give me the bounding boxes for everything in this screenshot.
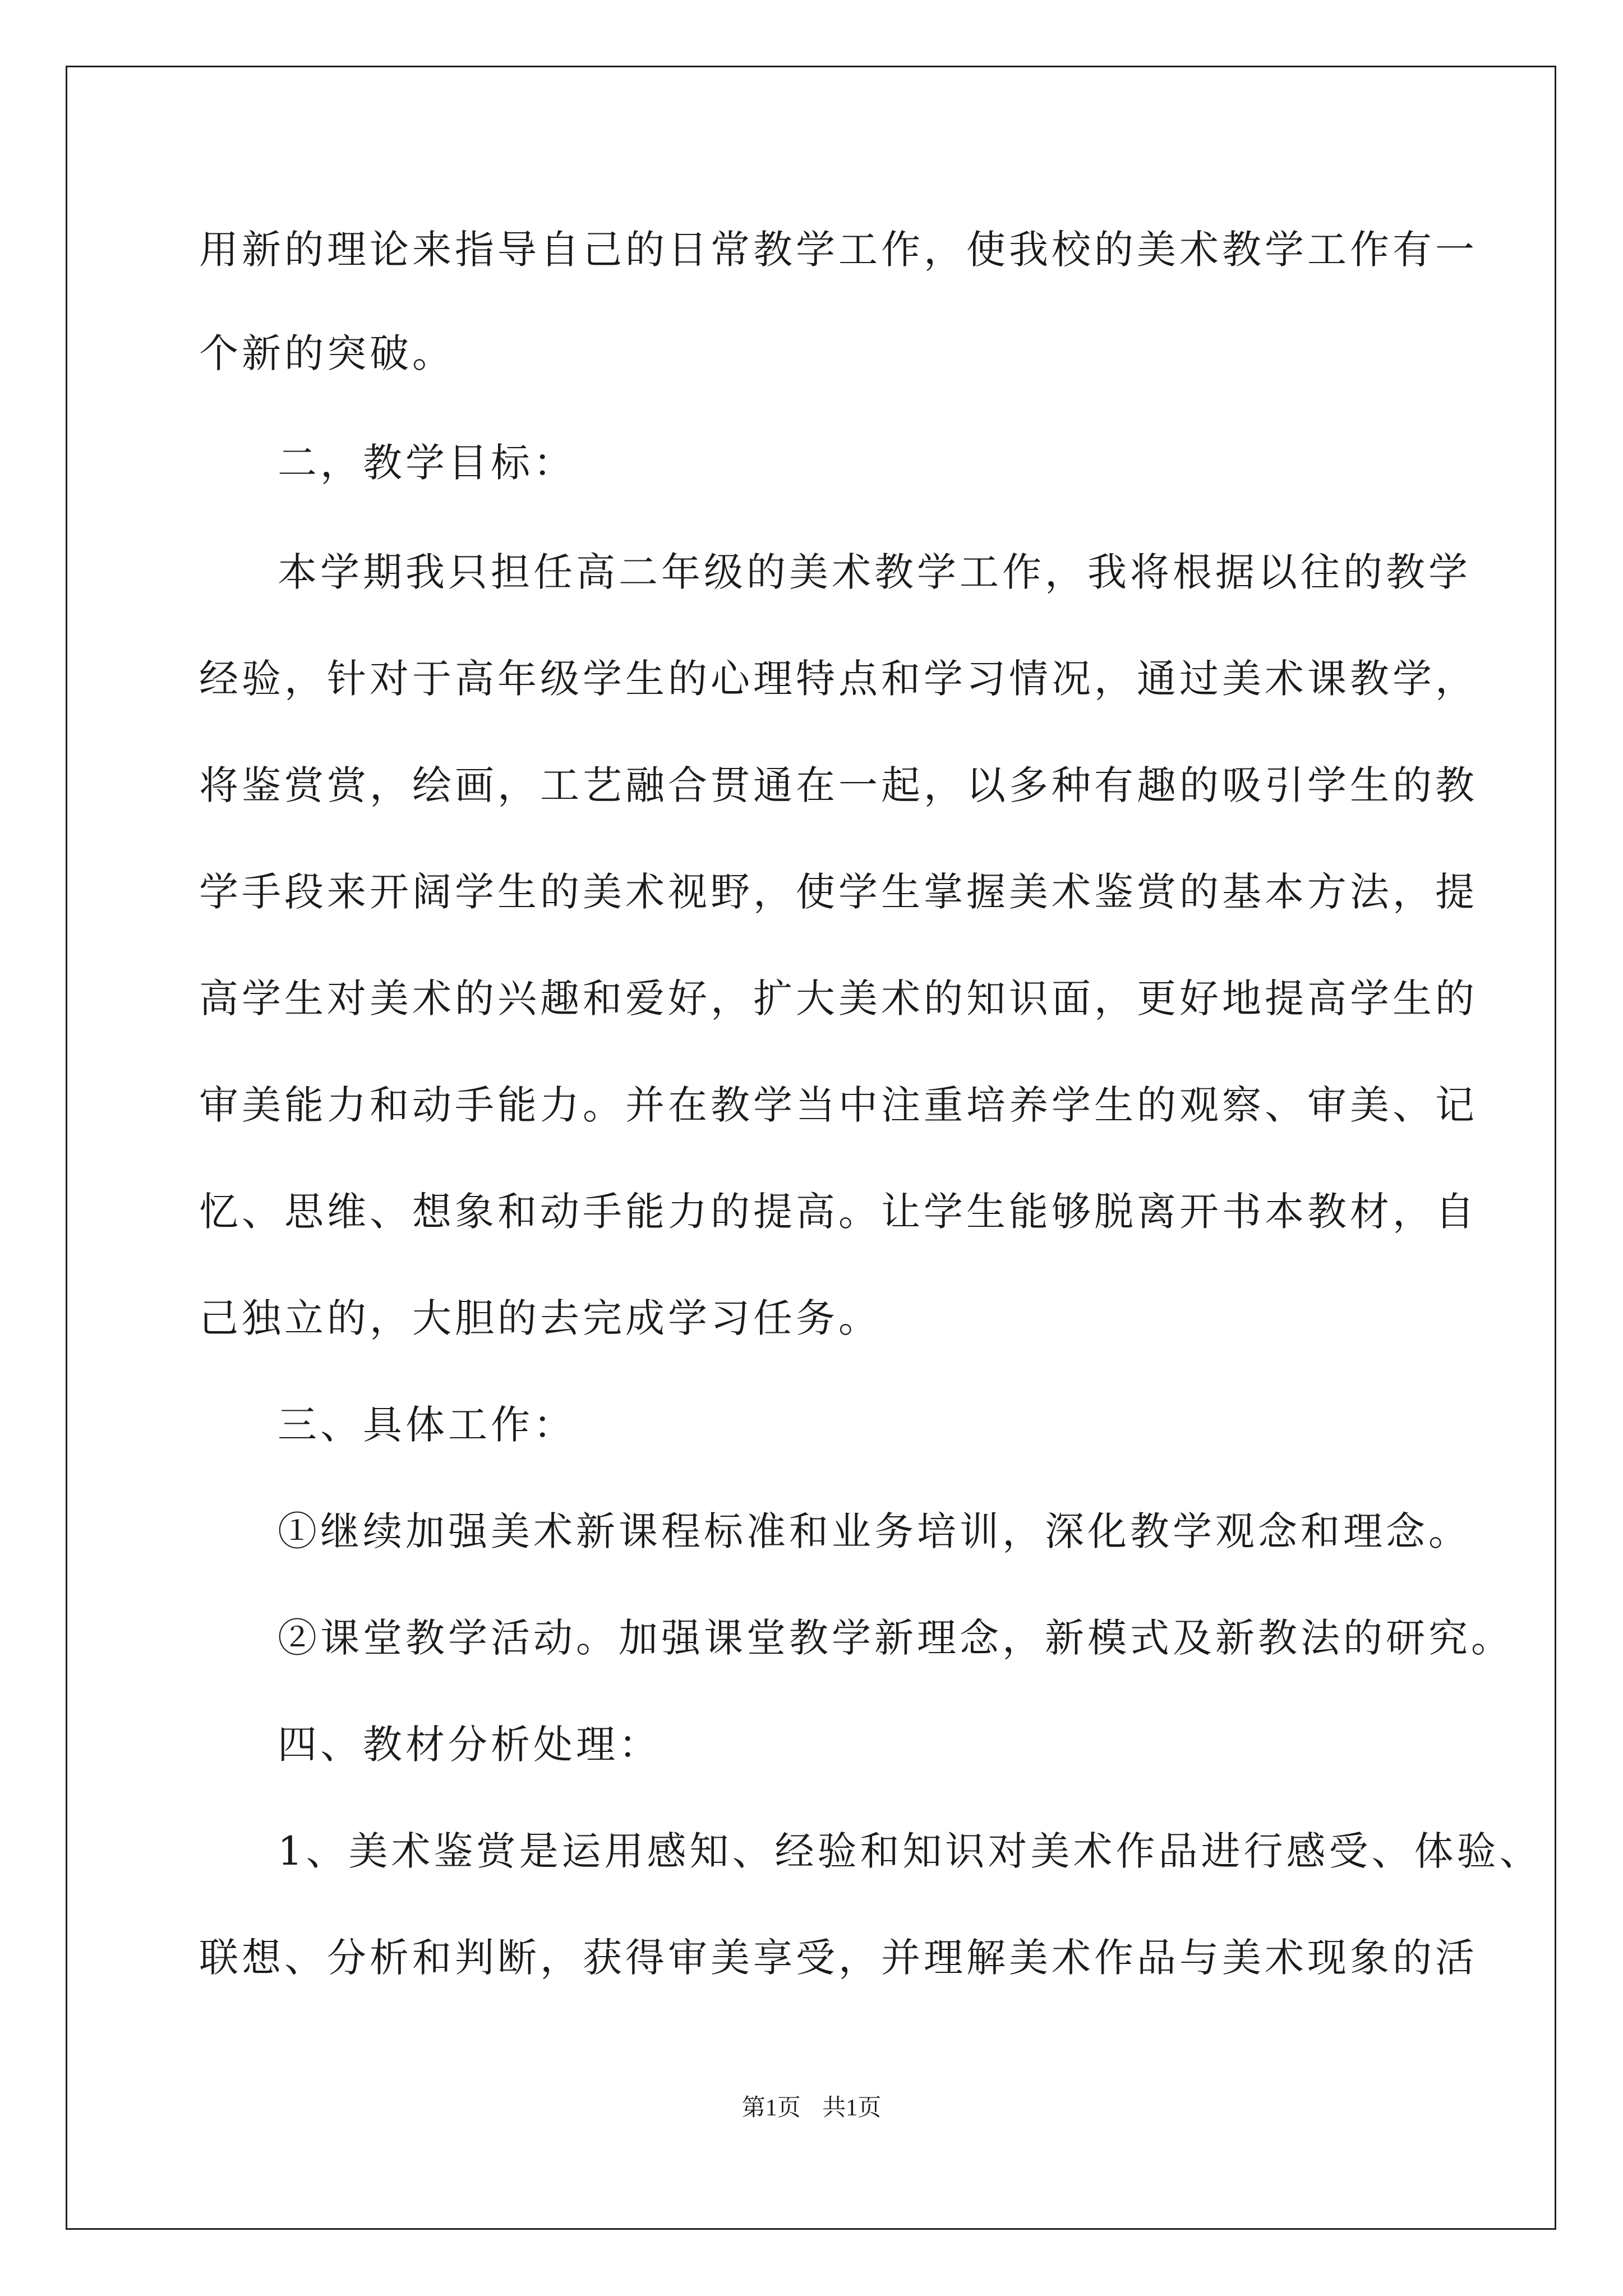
page-number: 第1页 — [741, 2095, 801, 2121]
text-line: 学手段来开阔学生的美术视野，使学生掌握美术鉴赏的基本方法，提 — [199, 869, 1478, 915]
list-item: ②课堂教学活动。加强课堂教学新理念，新模式及新教法的研究。 — [278, 1615, 1514, 1661]
text-line: 审美能力和动手能力。并在教学当中注重培养学生的观察、审美、记 — [199, 1082, 1478, 1128]
text-line: 高学生对美术的兴趣和爱好，扩大美术的知识面，更好地提高学生的 — [199, 976, 1478, 1022]
section-heading: 四、教材分析处理： — [278, 1722, 661, 1768]
text-line: 忆、思维、想象和动手能力的提高。让学生能够脱离开书本教材，自 — [199, 1189, 1478, 1235]
text-line: 联想、分析和判断，获得审美享受，并理解美术作品与美术现象的活 — [199, 1935, 1478, 1981]
text-line: 1、美术鉴赏是运用感知、经验和知识对美术作品进行感受、体验、 — [278, 1828, 1542, 1874]
text-line: 己独立的，大胆的去完成学习任务。 — [199, 1295, 881, 1341]
section-heading: 三、具体工作： — [278, 1402, 576, 1448]
text-line: 用新的理论来指导自己的日常教学工作，使我校的美术教学工作有一 — [199, 227, 1478, 273]
page-total: 共1页 — [822, 2095, 882, 2121]
page-border — [66, 66, 1556, 2230]
section-heading: 二，教学目标： — [278, 440, 576, 486]
page-footer — [0, 2091, 1623, 2125]
list-item: ①继续加强美术新课程标准和业务培训，深化教学观念和理念。 — [278, 1508, 1471, 1554]
text-line: 将鉴赏赏，绘画，工艺融合贯通在一起，以多种有趣的吸引学生的教 — [199, 762, 1478, 808]
text-line: 本学期我只担任高二年级的美术教学工作，我将根据以往的教学 — [278, 549, 1471, 595]
text-line: 经验，针对于高年级学生的心理特点和学习情况，通过美术课教学， — [199, 656, 1478, 702]
text-line: 个新的突破。 — [199, 330, 455, 376]
